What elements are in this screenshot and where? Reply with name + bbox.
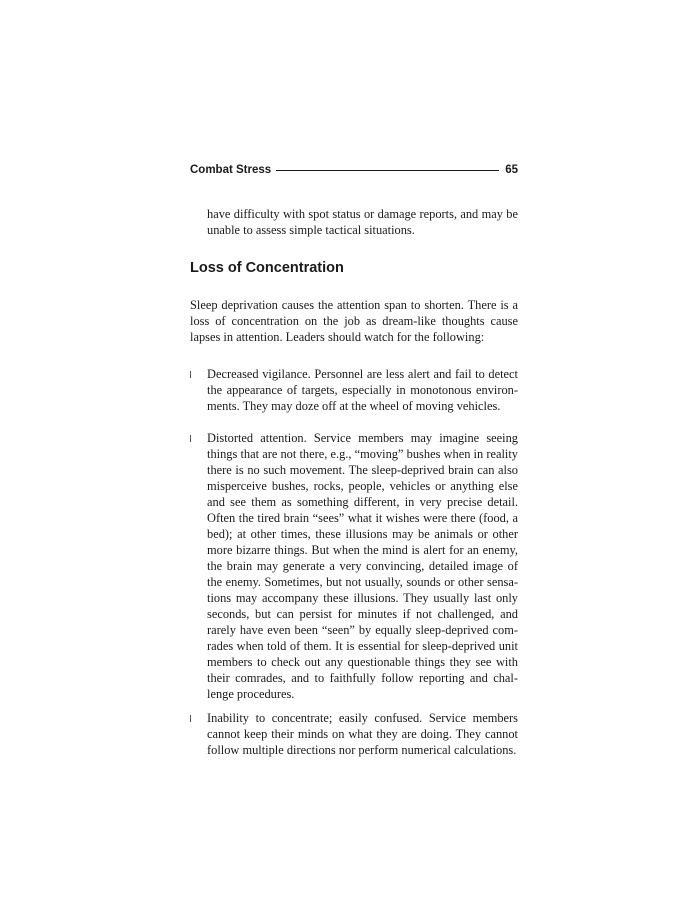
list-item [190, 366, 518, 414]
symptom-list [190, 366, 518, 758]
list-item-text: Inability to concentrate; easily confused. Service members cannot keep their minds on what they are doing. They cannot follow multiple directions nor perform numerical calculations. [207, 711, 518, 757]
intro-paragraph: Sleep deprivation causes the attention span to shorten. There is a loss of concentration on the job as dream-like thoughts cause lapses in attention. Leaders should watch for the following: [190, 298, 518, 344]
bullet-marker [190, 435, 191, 442]
book-page [190, 162, 518, 758]
section-heading: Loss of Concentration [190, 260, 344, 276]
running-header [190, 162, 518, 178]
list-item [190, 430, 518, 702]
chapter-title: Combat Stress [190, 164, 272, 176]
header-rule [276, 170, 499, 171]
list-item-text: Distorted attention. Service members may imagine seeing things that are not there, e.g., “moving” bushes when in reality there is no such movement. The sleep-deprived brain can also misperceive bushes, rocks, people, vehicles or anything else and see them as something different, in very precise detail. Often the tired brain “sees” what it wishes were there (food, a bed); at other times, these illusions may be animals or other more bizarre things. But when the mind is alert for an enemy, the brain may generate a very convincing, detailed image of the enemy. Sometimes, but not usually, sounds or other sensations may accompany these illusions. They usually last only seconds, but can persist for minutes if not challenged, and rarely have even been “seen” by equally sleep-deprived comrades when told of them. It is essential for sleep-deprived unit members to check out any questionable things they see with their comrades, and to faithfully follow reporting and challenge procedures. [207, 431, 518, 701]
bullet-marker [190, 715, 191, 722]
page-number: 65 [505, 164, 518, 176]
list-item-text: Decreased vigilance. Personnel are less alert and fail to detect the appearance of targets, especially in monotonous environments. They may doze off at the wheel of moving vehicles. [207, 367, 518, 413]
list-item [190, 710, 518, 758]
continued-paragraph: have difficulty with spot status or damage reports, and may be unable to assess simple tactical situations. [207, 207, 518, 237]
bullet-marker [190, 371, 191, 378]
